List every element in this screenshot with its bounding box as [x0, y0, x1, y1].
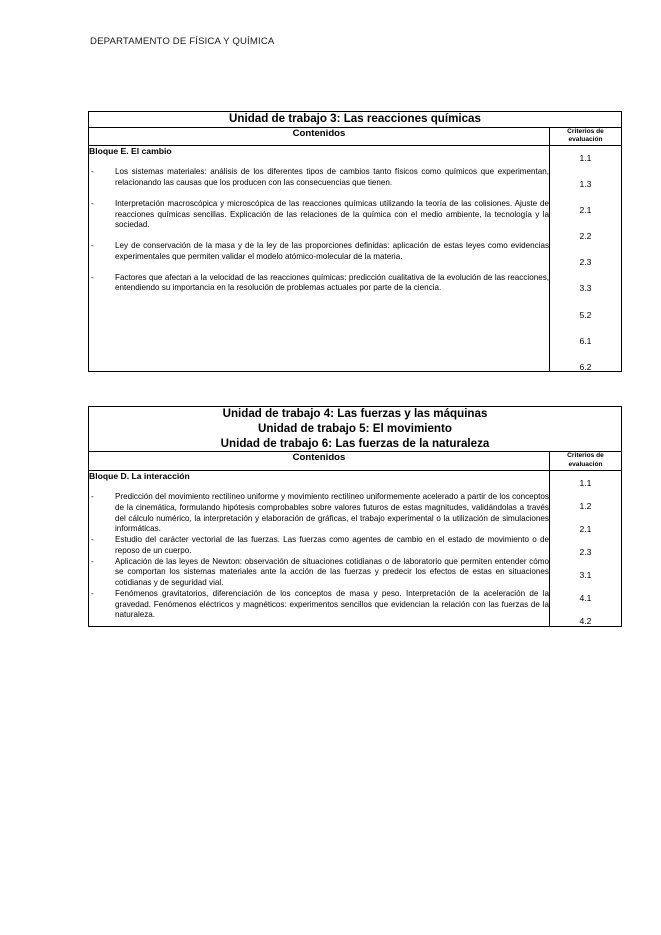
column-header-criterios — [550, 127, 622, 145]
column-header-contenidos: Contenidos — [89, 127, 550, 145]
criterio-value: 6.2 — [579, 361, 592, 372]
criterios-line-2: evaluación — [568, 461, 603, 469]
list-item — [89, 167, 549, 189]
department-header: DEPARTAMENTO DE FÍSICA Y QUÍMICA — [90, 36, 275, 47]
bullet-dash-icon: - — [91, 167, 94, 177]
table-body-row — [89, 470, 622, 626]
list-item-text: Predicción del movimiento rectilíneo uniforme y movimiento rectilíneo uniformemente acelerado a partir de los conceptos de la cinemática, formulando hipótesis comprobables sobre valores futuros de estas magnitudes, validándolas a través del cálculo numérico, la interpretación y elaboración de gráficas, el trabajo experimental o la utilización de simulaciones informáticas. — [115, 492, 549, 534]
bullet-dash-icon: - — [91, 535, 94, 545]
unit-title: Unidad de trabajo 3: Las reacciones químicas — [89, 112, 622, 128]
list-item — [89, 557, 549, 589]
unit-table-unidad-3 — [88, 111, 622, 372]
list-item-text: Fenómenos gravitatorios, diferenciación de los conceptos de masa y peso. Interpretación de la aceleración de la gravedad. Fenómenos eléctricos y magnéticos: experimentos sencillos que evidencian la relación con las fuerzas de la naturaleza. — [115, 588, 549, 620]
criterio-value: 1.1 — [579, 477, 592, 488]
list-item-text: Factores que afectan a la velocidad de las reacciones químicas: predicción cualitativa de la evolución de las reacciones, entendiendo su importancia en la resolución de problemas actuales por parte de la ciencia. — [115, 272, 549, 293]
criterio-value: 1.3 — [579, 179, 592, 190]
criterios-line-1: Criterios de — [567, 452, 604, 460]
criterio-value: 4.1 — [579, 593, 592, 604]
unit-table-unidad-4-5-6 — [88, 406, 622, 627]
criterio-value: 2.1 — [579, 523, 592, 534]
column-header-criterios — [549, 452, 621, 470]
list-item — [89, 241, 549, 263]
list-item-text: Interpretación macroscópica y microscópica de las reacciones químicas utilizando la teoría de las colisiones. Ajuste de reacciones químicas sencillas. Explicación de las relaciones de la química con el medio ambiente, la tecnología y la sociedad. — [115, 198, 549, 230]
list-item-text: Los sistemas materiales: análisis de los diferentes tipos de cambios tanto físicos como químicos que experimentan, relacionando las causas que los producen con las consecuencias que tienen. — [115, 167, 549, 188]
contenidos-cell — [89, 470, 550, 626]
criterios-list — [550, 146, 621, 371]
table-title-row — [89, 407, 622, 452]
bullet-dash-icon: - — [91, 241, 94, 251]
table-subheader-row — [89, 452, 622, 470]
bullet-dash-icon: - — [91, 198, 94, 208]
list-item — [89, 199, 549, 231]
bullet-dash-icon: - — [91, 272, 94, 282]
criterio-value: 5.2 — [579, 309, 592, 320]
unit-title: Unidad de trabajo 5: El movimiento — [258, 421, 452, 435]
criterio-value: 2.1 — [579, 205, 592, 216]
contenidos-list — [89, 492, 549, 621]
list-item-text: Ley de conservación de la masa y de la ley de las proporciones definidas: aplicación de estas leyes como evidencias experimentales que permiten validar el modelo atómico-molecular de la materia. — [115, 241, 549, 261]
bullet-dash-icon: - — [91, 492, 94, 502]
criterio-value: 2.3 — [579, 257, 592, 268]
unit-title-group — [89, 407, 622, 452]
criterios-cell — [549, 470, 621, 626]
list-item — [89, 589, 549, 621]
criterios-list — [550, 471, 621, 626]
list-item — [89, 492, 549, 535]
contenidos-list — [89, 167, 549, 294]
criterio-value: 2.2 — [579, 231, 592, 242]
criterios-line-2: evaluación — [568, 136, 603, 144]
table-title-row — [89, 112, 622, 128]
criterio-value: 3.1 — [579, 569, 592, 580]
bullet-dash-icon: - — [91, 556, 94, 566]
criterio-value: 1.2 — [579, 500, 592, 511]
column-header-contenidos: Contenidos — [89, 452, 550, 470]
criterio-value: 2.3 — [579, 546, 592, 557]
criterios-line-1: Criterios de — [567, 127, 604, 135]
unit-title: Unidad de trabajo 4: Las fuerzas y las máquinas — [222, 407, 488, 420]
list-item — [89, 535, 549, 557]
list-item-text: Aplicación de las leyes de Newton: observación de situaciones cotidianas o de laboratorio que permiten entender cómo se comportan los sistemas materiales ante la acción de las fuerzas y predecir los efectos de estas en situaciones cotidianas y de seguridad vial. — [115, 556, 549, 588]
list-item — [89, 273, 549, 295]
table-subheader-row — [89, 127, 622, 145]
contenidos-cell — [89, 145, 550, 371]
table-body-row — [89, 145, 622, 371]
criterio-value: 1.1 — [579, 152, 592, 163]
criterio-value: 4.2 — [579, 616, 592, 627]
bullet-dash-icon: - — [91, 588, 94, 598]
criterio-value: 3.3 — [579, 283, 592, 294]
criterios-cell — [550, 145, 622, 371]
block-label: Bloque D. La interacción — [89, 470, 190, 481]
criterio-value: 6.1 — [579, 335, 592, 346]
unit-title: Unidad de trabajo 6: Las fuerzas de la naturaleza — [220, 436, 490, 450]
block-label: Bloque E. El cambio — [89, 145, 172, 156]
list-item-text: Estudio del carácter vectorial de las fuerzas. Las fuerzas como agentes de cambio en el estado de movimiento o de reposo de un cuerpo. — [115, 535, 549, 555]
